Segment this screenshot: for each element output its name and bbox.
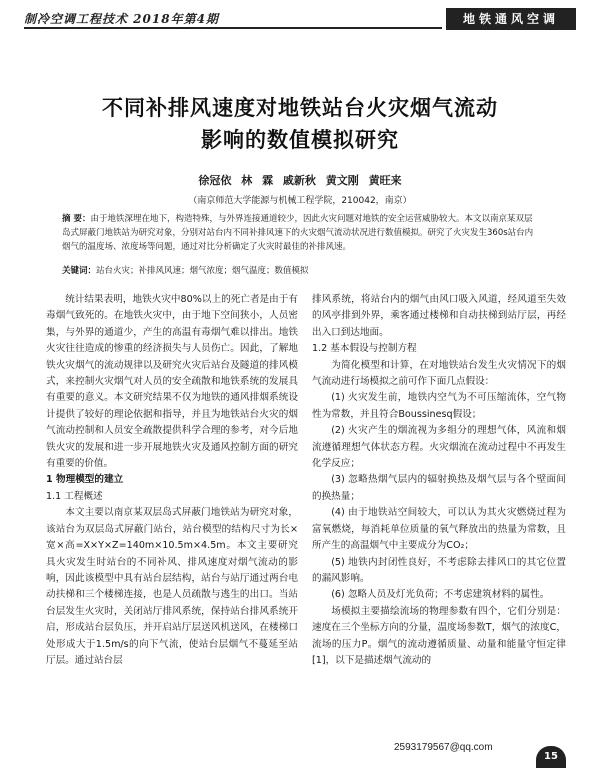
subsection-heading: 1.1 工程概述 bbox=[46, 490, 103, 502]
authors: 徐冠依 林 霖 戚新秋 黄文刚 黄旺来 bbox=[198, 174, 402, 187]
abstract-text: 由于地铁深埋在地下，构造特殊，与外界连接通道较少，因此火灾问题对地铁的安全运营威胁较大。本文以南京某双层岛式屏蔽门地铁站为研究对象，分别对站台内不同补排风速下的火灾烟气流动状况进行数值模拟。研究了火灾发生360s站台内烟气的温度场、浓度场等问题，通过对比分析确定了火灾时最佳的补排风速。 bbox=[62, 214, 534, 252]
assumption-item: (6) 忽略人员及灯光负荷；不考虑建筑材料的属性。 bbox=[331, 589, 550, 601]
assumption-item: (4) 由于地铁站空间较大，可以认为其火灾燃烧过程为富氧燃烧，每消耗单位质量的氧气释放出的热量为常数，且所产生的高温烟气中主要成分为CO₂； bbox=[312, 507, 566, 552]
abstract-label: 摘 要： bbox=[62, 214, 91, 224]
section-heading: 1 物理模型的建立 bbox=[46, 474, 124, 486]
assumption-item: (5) 地铁内封闭性良好，不考虑除去排风口的其它位置的漏风影响。 bbox=[312, 556, 566, 584]
author-email[interactable]: 2593179567@qq.com bbox=[394, 742, 493, 753]
assumption-item: (2) 火灾产生的烟流视为多组分的理想气体，风流和烟流遵循理想气体状态方程。火灾烟流在流动过程中不再发生化学反应； bbox=[312, 425, 566, 470]
affiliation: （南京师范大学能源与机械工程学院，210042，南京） bbox=[188, 196, 412, 206]
section-tag: 地铁通风空调 bbox=[446, 8, 576, 30]
abstract bbox=[62, 212, 540, 254]
body-paragraph: 本文主要以南京某双层岛式屏蔽门地铁站为研究对象，该站台为双层岛式屏蔽门站台，站台模型的结构尺寸为长×宽×高=X×Y×Z=140m×10.5m×4.5m。本文主要研究具火灾发生时站台的不同补风、排风速度对烟气流动的影响，因此该模型中具有站台层结构，站台与站厅通过两台电动扶梯和三个楼梯连接，也是人员疏散与逃生的出口。当站台层发生火灾时，关闭站厅排风系统，保持站台排风系统开启，形成站台层负压，并开启站厅层送风机送风，在楼梯口处形成大于1.5m/s的向下气流，使站台层烟气不蔓延至站厅层。通过站台层 bbox=[46, 507, 298, 666]
right-column bbox=[312, 292, 566, 669]
left-column bbox=[46, 292, 298, 669]
assumption-item: (3) 忽略热烟气层内的辐射换热及烟气层与各个壁面间的换热量； bbox=[312, 474, 566, 502]
paper-title-line2: 影响的数值模拟研究 bbox=[201, 128, 399, 152]
paper-title-line1: 不同补排风速度对地铁站台火灾烟气流动 bbox=[102, 96, 498, 120]
subsection-heading: 1.2 基本假设与控制方程 bbox=[312, 343, 417, 355]
header-rule bbox=[24, 27, 442, 29]
assumption-item: (1) 火灾发生前，地铁内空气为不可压缩流体，空气物性为常数，并且符合Boussinesq假设； bbox=[312, 392, 566, 420]
keywords-text: 站台火灾；补排风风速；烟气浓度；烟气温度；数值模拟 bbox=[96, 266, 309, 276]
keywords-label: 关键词： bbox=[62, 266, 97, 276]
journal-name: 制冷空调工程技术 2018年第4期 bbox=[24, 12, 219, 26]
body-paragraph: 为简化模型和计算，在对地铁站台发生火灾情况下的烟气流动进行场模拟之前可作下面几点假设： bbox=[312, 359, 566, 388]
keywords bbox=[62, 264, 540, 278]
body-paragraph: 排风系统，将站台内的烟气由风口吸入风道，经风道至失效的风亭排到外界，乘客通过楼梯和自动扶梯到站厅层，再经出入口到达地面。 bbox=[312, 294, 566, 338]
page-number: 15 bbox=[536, 746, 566, 768]
intro-paragraph: 统计结果表明，地铁火灾中80%以上的死亡者是由于有毒烟气致死的。在地铁火灾中，由于地下空间狭小，人员密集，与外界的通道少，产生的高温有毒烟气难以排出。地铁火灾往往造成的惨重的经济损失与人员伤亡。因此，了解地铁火灾烟气的流动规律以及研究火灾后站台及隧道的排风模式，来控制火灾烟气对人员的安全疏散和地铁系统的发展具有重要的意义。本文研究结果不仅为地铁的通风排烟系统设计提供了较好的理论依据和指导，并且为地铁站台火灾的烟气流动控制和人员安全疏散提供科学合理的参考，对今后地铁火灾的发展和进一步开展地铁火灾及通风控制方面的研究有重要的价值。 bbox=[46, 294, 298, 470]
page-header bbox=[0, 0, 600, 36]
body-paragraph: 场模拟主要描绘流场的物理参数有四个，它们分别是：速度在三个坐标方向的分量，温度场参数T，烟气的浓度C，流场的压力P。烟气的流动遵循质量、动量和能量守恒定律[1]，以下是描述烟气流动的 bbox=[312, 605, 566, 666]
